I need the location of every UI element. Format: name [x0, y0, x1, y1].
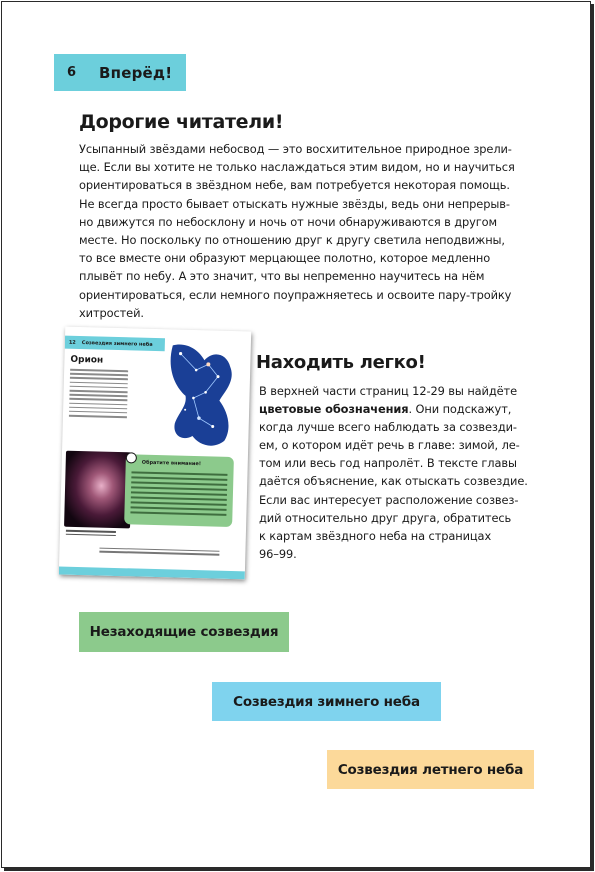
orion-nebula-photo: [64, 451, 132, 529]
intro-line: ориентироваться, если немного поупражняетесь и освоите пару-тройку: [79, 287, 512, 302]
preview-note-box: [124, 454, 234, 527]
section-header-tab: [54, 54, 186, 91]
page-number: 6: [67, 65, 77, 80]
orion-constellation-image: [162, 339, 245, 456]
preview-header-bar: [65, 336, 165, 352]
intro-line: то все вместе они образуют мерцающее полотно, которое медленно: [79, 251, 491, 266]
intro-paragraph: [79, 140, 539, 322]
finding-heading: Находить легко!: [256, 352, 426, 373]
intro-line: ще. Если вы хотите не только наслаждаться этим видом, но и научиться: [79, 160, 515, 175]
finding-line: 96–99.: [259, 546, 297, 561]
intro-line: хитростей.: [79, 305, 144, 320]
finding-line: когда лучше всего наблюдать за созвезди-: [259, 420, 517, 435]
preview-text-lines: [69, 369, 128, 421]
intro-heading: Дорогие читатели!: [79, 111, 284, 133]
sample-page-preview: [59, 327, 251, 580]
finding-line: цветовые обозначения. Они подскажут,: [259, 402, 512, 417]
finding-line: к картам звёздного неба на страницах: [259, 528, 492, 543]
finding-line: дий относительно друг друга, обратитесь: [259, 510, 512, 525]
intro-line: месте. Но поскольку по отношению друг к другу светила неподвижны,: [79, 233, 505, 248]
intro-line: плывёт по небу. А это значит, что вы непременно научитесь на нём: [79, 269, 485, 284]
circumpolar-color-tag: Незаходящие созвездия: [79, 612, 289, 652]
preview-title: Орион: [70, 354, 104, 366]
finding-line: В верхней части страниц 12-29 вы найдёте: [259, 384, 517, 398]
finding-line: ем, о котором идёт речь в главе: зимой, ле-: [259, 438, 520, 453]
preview-page-number: 12: [68, 339, 76, 346]
preview-note-title: Обратите внимание!: [141, 459, 202, 468]
winter-color-tag: Созвездия зимнего неба: [212, 682, 441, 721]
preview-footnote: [99, 548, 219, 558]
intro-line: Не всегда просто бывает отыскать нужные звёзды, ведь они непрерыв-: [79, 196, 510, 211]
finding-line: даётся объяснение, как отыскать созвездие.: [259, 474, 528, 489]
intro-line: Усыпанный звёздами небосвод — это восхитительное природное зрели-: [79, 142, 512, 156]
intro-line: но движутся по небосклону и ночь от ночи обнаруживаются в другом: [79, 214, 498, 229]
section-title: Вперёд!: [99, 63, 173, 82]
preview-caption: [66, 530, 116, 539]
summer-color-tag: Созвездия летнего неба: [327, 750, 534, 789]
finding-paragraph: [259, 382, 544, 563]
intro-line: ориентироваться в звёздном небе, вам потребуется некоторая помощь.: [79, 178, 510, 193]
finding-line: Если вас интересует расположение созвез-: [259, 492, 519, 507]
finding-line: том или весь год напролёт. В тексте главы: [259, 456, 517, 471]
preview-header-label: Созвездия зимнего неба: [81, 339, 153, 348]
color-codes-emphasis: цветовые обозначения: [259, 402, 409, 417]
